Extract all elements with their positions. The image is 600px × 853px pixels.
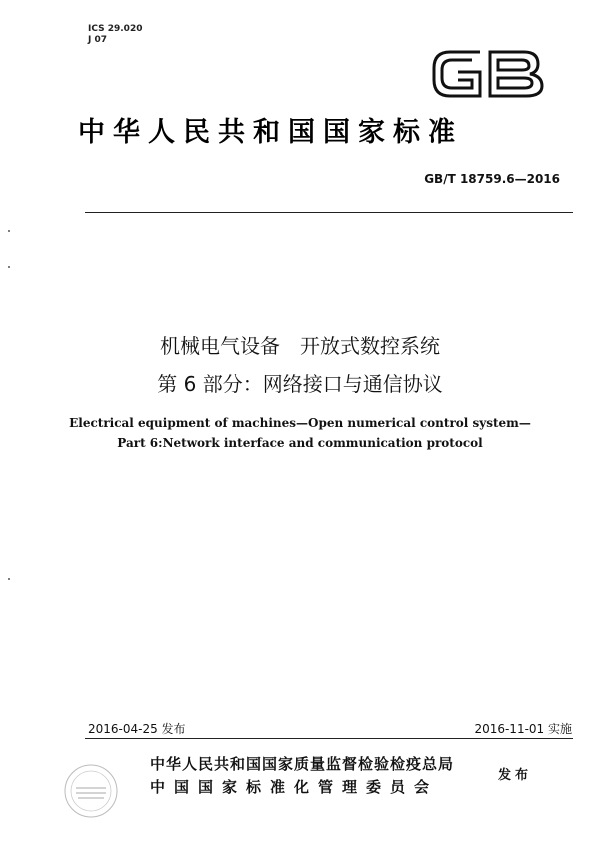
watermark-stamp: [62, 762, 120, 820]
logo-text: GB: [428, 42, 430, 43]
classification-codes: [88, 24, 142, 46]
standard-number: GB/T 18759.6—2016: [424, 172, 560, 186]
title-chinese-line2: 第 6 部分：网络接口与通信协议: [157, 372, 443, 396]
top-divider: [85, 212, 573, 213]
implementation-date: 2016-11-01 实施: [474, 722, 572, 736]
title-english-line2: Part 6:Network interface and communication protocol: [117, 436, 483, 450]
title-chinese-line1: 机械电气设备 开放式数控系统: [160, 334, 440, 358]
publisher-line1: 中华人民共和国国家质量监督检验检疫总局: [150, 755, 455, 773]
issue-date: 2016-04-25 发布: [88, 722, 186, 736]
scan-mark: [8, 266, 10, 268]
standard-category-title: 中华人民共和国国家标准: [78, 117, 463, 148]
ccs-code: J 07: [88, 35, 108, 45]
title-english-line1: Electrical equipment of machines—Open numerical control system—: [69, 416, 531, 430]
publisher-line2: 中国国家标准化管理委员会: [150, 778, 439, 796]
bottom-divider: [85, 738, 573, 739]
ics-code: ICS 29.020: [88, 24, 143, 34]
issue-word: 发布: [498, 768, 533, 783]
scan-mark: [8, 230, 10, 232]
gb-logo: [428, 42, 548, 104]
scan-mark: [8, 578, 10, 580]
